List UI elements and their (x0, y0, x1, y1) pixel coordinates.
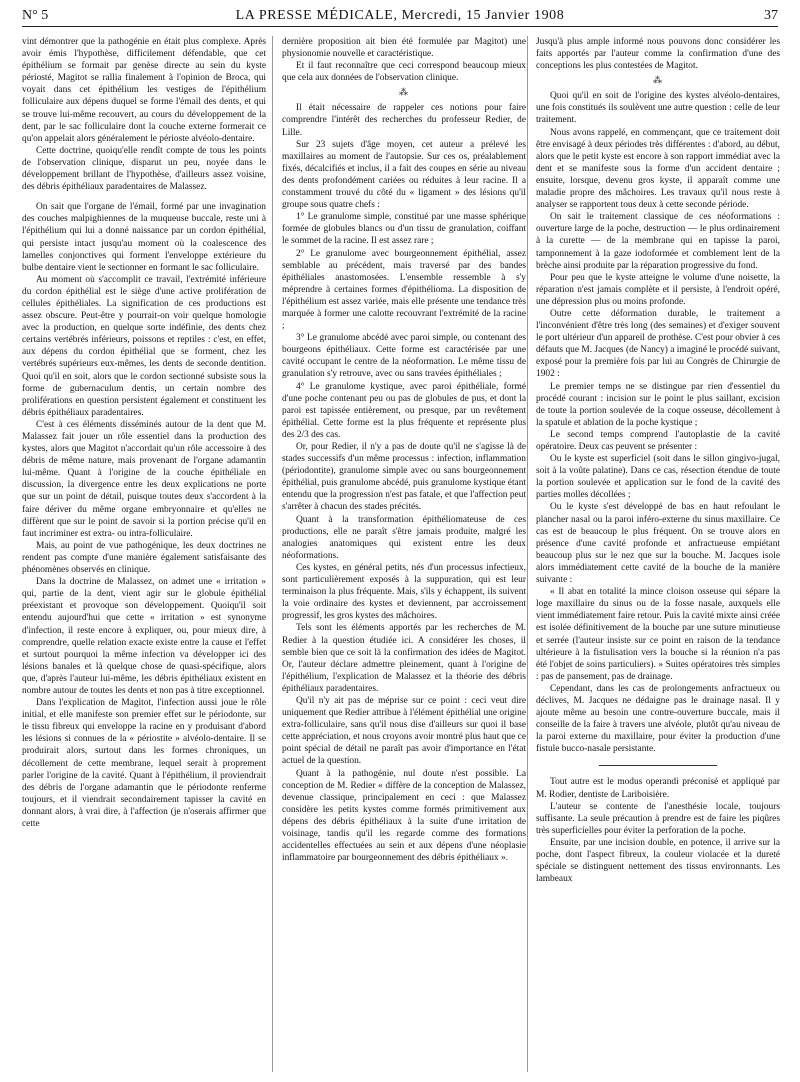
paragraph: Nous avons rappelé, en commençant, que ce traitement doit être envisagé à deux périodes très différentes : d'abord, au début, alors que le petit kyste est encore à son rapport immédiat avec la dent et se manifeste sous la forme d'un accident dentaire ; ensuite, lorsque, devenu gros kyste, il apparaît comme une maladie propre des mâchoires. Les travaux qu'il nous reste à analyser se rapportent tous deux à cette seconde période. (536, 127, 780, 211)
paragraph: Ensuite, par une incision double, en potence, il arrive sur la poche, dont l'aspect fibreux, la couleur violacée et la dureté spéciale se distinguent nettement des tissus environnants. Les lambeaux (536, 837, 780, 885)
paragraph: C'est à ces éléments disséminés autour de la dent que M. Malassez fait jouer un rôle essentiel dans la production des kystes, alors que Magitot n'accordait qu'un rôle accessoire à des débris de même nature, mais provenant de l'organe adamantin lui-même. Quant à l'origine de la couche épithéliale en discussion, la divergence entre les deux explications ne porte que sur un point de détail, puisque toutes deux s'accordent à la faire dériver du même organe embryonnaire et qu'elles ne diffèrent que sur le point de savoir si la portion précise qu'il en faut incriminer est extra- ou intra-folliculaire. (22, 419, 266, 539)
paragraph: Ces kystes, en général petits, nés d'un processus infectieux, sont particulièrement exposés à la suppuration, qui est leur terminaison la plus fréquente. Mais, s'ils y échappent, ils suivent la voie ordinaire des kystes et deviennent, par accroissement progressif, les gros kystes des mâchoires. (282, 562, 526, 622)
paragraph: Tels sont les éléments apportés par les recherches de M. Redier à la question étudiée ici. A considérer les choses, il semble bien que ce soit là la confirmation des idées de Magitot. Or, l'auteur déclare admettre pleinement, quant à l'origine de l'épithélium, l'explication de Malassez et la théorie des débris épithéliaux paradentaires. (282, 623, 526, 694)
paragraph: Or, pour Redier, il n'y a pas de doute qu'il ne s'agisse là de stades successifs d'un même processus : infection, inflammation (périodontite), granulome simple avec ou sans bourgeonnement épithélial, puis granulome abcédé, puis granulome kystique étant entendu que la progression n'est pas fatale, et que l'affection peut s'arrêter à chacun des stades précités. (282, 442, 526, 513)
journal-title: LA PRESSE MÉDICALE, Mercredi, 15 Janvier 1908 (235, 8, 565, 23)
section-separator: ⁂ (399, 87, 409, 98)
text-column-1 (22, 36, 266, 1076)
paragraph: Au moment où s'accomplit ce travail, l'extrémité inférieure du cordon épithélial est le siège d'une active prolifération de cellules épithéliales. La signification de ces productions est assez obscure. Peut-être y pourrait-on voir quelque homologie avec la production, en quelque sorte indéfinie, des dents chez certains vertébrés inférieurs, poissons et reptiles : c'est, en effet, aux dépens du cordon épithélial que se forment, chez les vertébrés supérieurs eux-mêmes, les dents de seconde dentition. Quoi qu'il en soit, alors que le cordon sectionné subsiste sous la forme de gubernaculum dentis, un certain nombre des proliférations en question persistent également et constituent les débris épithéliaux paradentaires. (22, 274, 266, 418)
paragraph: Dans l'explication de Magitot, l'infection aussi joue le rôle initial, et elle manifeste son premier effet sur le périodonte, sur le tissu fibreux qui enveloppe la racine en y produisant d'abord les lésions si connues de la « périostite » alvéolo-dentaire. Il se produirait alors, surtout dans les formes chroniques, un décollement de cette membrane, lequel serait à proprement parler l'origine de la cavité. Quant à l'épithélium, il proviendrait des débris de l'organe adamantin que le périodonte renferme toujours, et il viendrait secondairement tapisser la cavité en donnant alors, à vrai dire, à l'affection (je n'oserais affirmer que cette (22, 698, 266, 829)
paragraph: Quant à la pathogénie, nul doute n'est possible. La conception de M. Redier « diffère de la conception de Malassez, devenue classique, principalement en ceci : que Malassez considère les petits kystes comme formés primitivement aux dépens des débris épithéliaux à la suite d'une irritation de voisinage, tandis qu'il les regarde comme des formations accidentelles effectuées au sein et aux dépens d'une néoplasie inflammatoire par bourgeonnement des débris épithéliaux ». (282, 768, 526, 864)
paragraph: Sur 23 sujets d'âge moyen, cet auteur a prélevé les maxillaires au moment de l'autopsie. Sur ces os, préalablement fixés, décalcifiés et inclus, il a fait des coupes en série au niveau des dents profondément cariées ou réduites à leur racine. Il a constamment trouvé du côté du « ligament » des lésions qu'il groupe sous quatre chefs : (282, 139, 526, 211)
paragraph: vint démontrer que la pathogénie en était plus complexe. Après avoir émis l'hypothèse, difficilement défendable, que cet épithélium se formait par genèse directe au sein du kyste périosté, Magitot se rallia finalement à l'opinion de Broca, qui voyait dans cet épithélium les vestiges de l'épithélium folliculaire aux dépens duquel se forme l'émail des dents, et qui se trouve lui-même recouvert, au cours du développement de la dent, par le sac folliculaire dont la couche externe formerait ce qu'on appelait alors généralement le périoste alvéolo-dentaire. (22, 37, 266, 144)
paragraph: 3° Le granulome abcédé avec paroi simple, ou contenant des bourgeons épithéliaux. Cette forme est caractérisée par une cavité occupant le centre de la néoformation. Le même tissu de granulation s'y retrouve, avec ou sans travées épithéliales ; (282, 333, 526, 380)
page-number: 37 (764, 8, 778, 23)
paragraph: 2° Le granulome avec bourgeonnement épithélial, assez semblable au précédent, mais traversé par des bandes épithéliales anastomosées. L'ensemble ressemble à s'y méprendre à certaines formes d'épithélioma. La disposition de l'épithélium est assez variée, mais elle présente une tendance très marquée à former une calotte recouvrant l'extrémité de la racine ; (282, 248, 526, 332)
paragraph: Outre cette déformation durable, le traitement a l'inconvénient d'être très long (des semaines) et d'exiger souvent le port ultérieur d'un appareil de prothèse. C'est pour obvier à ces défauts que M. Jacques (de Nancy) a imaginé le procédé suivant, exposé pour la première fois par lui au Congrès de Chirurgie de 1902 : (536, 308, 780, 380)
paragraph: Le second temps comprend l'autoplastie de la cavité opératoire. Deux cas peuvent se présenter : (536, 429, 780, 452)
paragraph: « Il abat en totalité la mince cloison osseuse qui sépare la loge maxillaire du sinus ou de la fosse nasale, auxquels elle vient immédiatement faire retour. Puis la cavité mixte ainsi créée est isolée définitivement de la bouche par une suture minutieuse et serrée (l'auteur insiste sur ce point en raison de la tendance ultérieure à la fistulisation vers la bouche si la réunion n'a pas été l'objet de soins particuliers). » Suites opératoires très simples : pas de pansement, pas de drainage. (536, 587, 780, 682)
paragraph: Quoi qu'il en soit de l'origine des kystes alvéolo-dentaires, une fois constitués ils soulèvent une autre question : celle de leur traitement. (536, 91, 780, 126)
paragraph: dernière proposition ait bien été formulée par Magitot) une physionomie nouvelle et caractéristique. (282, 37, 526, 60)
section-rule (599, 765, 717, 766)
column-divider (527, 36, 528, 1072)
paragraph: Quant à la transformation épithéliomateuse de ces productions, elle ne paraît s'être jamais produite, malgré les analogies anatomiques qui existent entre les deux néoformations. (282, 514, 526, 561)
paragraph: Jusqu'à plus ample informé nous pouvons donc considérer les faits apportés par l'auteur comme la confirmation d'une des conceptions les plus contestées de Magitot. (536, 37, 780, 72)
paragraph: Ou le kyste s'est développé de bas en haut refoulant le plancher nasal ou la paroi inféro-externe du sinus maxillaire. Ce cas est de beaucoup le plus fréquent. On se trouve alors en présence d'une cavité profonde et anfractueuse empiétant beaucoup plus sur le nez que sur la bouche. M. Jacques isole alors immédiatement cette cavité de la bouche de la manière suivante : (536, 502, 780, 586)
section-separator: ⁂ (653, 75, 663, 86)
paragraph: 4° Le granulome kystique, avec paroi épithéliale, formé d'une poche contenant peu ou pas de globules de pus, et dont la paroi est tapissée entièrement, ou presque, par un revêtement épithélial. Cette forme est la plus fréquente et représente plus des 2/3 des cas. (282, 381, 526, 440)
paragraph: Le premier temps ne se distingue par rien d'essentiel du procédé courant : incision sur le point le plus saillant, excision de toute la portion soulevée de la coque osseuse, décollement à la spatule et ablation de la poche kystique ; (536, 381, 780, 428)
paragraph: Tout autre est le modus operandi préconisé et appliqué par M. Rodier, dentiste de Lariboisière. (536, 777, 780, 800)
paragraph: Et il faut reconnaître que ceci correspond beaucoup mieux que cela aux données de l'observation clinique. (282, 61, 526, 84)
paragraph: Cependant, dans les cas de prolongements anfractueux ou déclives, M. Jacques ne dédaigne pas le drainage nasal. Il y ajoute même au besoin une contre-ouverture buccale, mais il conseille de la faire à travers une alvéole, plutôt qu'au niveau de la paroi externe du maxillaire, pour éviter la production d'une fistule bucco-nasale persistante. (536, 683, 780, 755)
page-header (22, 8, 778, 27)
paragraph: Cette doctrine, quoiqu'elle rendît compte de tous les points de l'observation clinique, disparut un peu, noyée dans le développement brillant de l'hypothèse, d'ailleurs assez voisine, des débris épithéliaux paradentaires de Malassez. (22, 145, 266, 193)
text-column-2 (282, 36, 526, 1076)
paragraph: On sait que l'organe de l'émail, formé par une invagination des couches malpighiennes de la muqueuse buccale, reste uni à l'épithélium qui lui a donné naissance par un cordon épithélial, qui persiste intact jusqu'au moment où la coalescence des lamelles conjonctives qui forment l'enveloppe extérieure du bulbe dentaire vient le sectionner en formant le sac folliculaire. (22, 202, 266, 273)
paragraph: Il était nécessaire de rappeler ces notions pour faire comprendre l'intérêt des recherches du professeur Redier, de Lille. (282, 103, 526, 138)
paragraph: Mais, au point de vue pathogénique, les deux doctrines ne rendent pas compte d'une manière également satisfaisante des phénomènes observés en clinique. (22, 540, 266, 576)
paragraph: On sait le traitement classique de ces néoformations : ouverture large de la poche, destruction — le plus ordinairement à la curette — de la membrane qui en tapisse la paroi, tamponnement à la gaze iodoformée et comblement lent de la brèche ainsi produite par la réparation progressive du fond. (536, 212, 780, 271)
issue-number: N° 5 (22, 8, 49, 23)
paragraph: Dans la doctrine de Malassez, on admet une « irritation » qui, partie de la dent, vient agir sur le globule épithélial préexistant et provoque son développement. Quoiqu'il soit entendu aujourd'hui que cette « irritation » est synonyme d'infection, il reste encore à expliquer, ou, pour mieux dire, à comprendre, quelle relation exacte existe entre la cause et l'effet et surtout pourquoi la même infection va développer ici des lésions banales et là quelque chose de quasi-spécifique, alors que, d'après l'auteur lui-même, les débris épithéliaux existent en nombre autour de toutes les dents et non pas à titre exceptionnel. (22, 577, 266, 696)
paragraph: Pour peu que le kyste atteigne le volume d'une noisette, la réparation n'est jamais complète et il persiste, à l'endroit opéré, une dépression plus ou moins profonde. (536, 272, 780, 307)
column-divider (272, 36, 273, 1072)
paragraph: 1° Le granulome simple, constitué par une masse sphérique formée de globules blancs ou d'un tissu de granulation, coiffant le sommet de la racine. Il est assez rare ; (282, 212, 526, 247)
paragraph: L'auteur se contente de l'anesthésie locale, toujours suffisante. La seule précaution à prendre est de faire les piqûres très superficielles pour éviter la perforation de la poche. (536, 801, 780, 836)
paragraph: Ou le kyste est superficiel (soit dans le sillon gingivo-jugal, soit à la voûte palatine). Dans ce cas, résection étendue de toute la portion soulevée et application sur le fond de la cavité des parties molles décollées ; (536, 454, 780, 501)
paragraph: Qu'il n'y ait pas de méprise sur ce point : ceci veut dire uniquement que Redier attribue à l'élément épithélial une origine extra-folliculaire, sans qu'il nous dise d'ailleurs sur quoi il base cette appréciation, et nous croyons avoir montré plus haut que ce point spécial de détail ne paraît pas avoir d'importance en l'état actuel de la question. (282, 695, 526, 767)
text-column-3 (536, 36, 780, 1076)
